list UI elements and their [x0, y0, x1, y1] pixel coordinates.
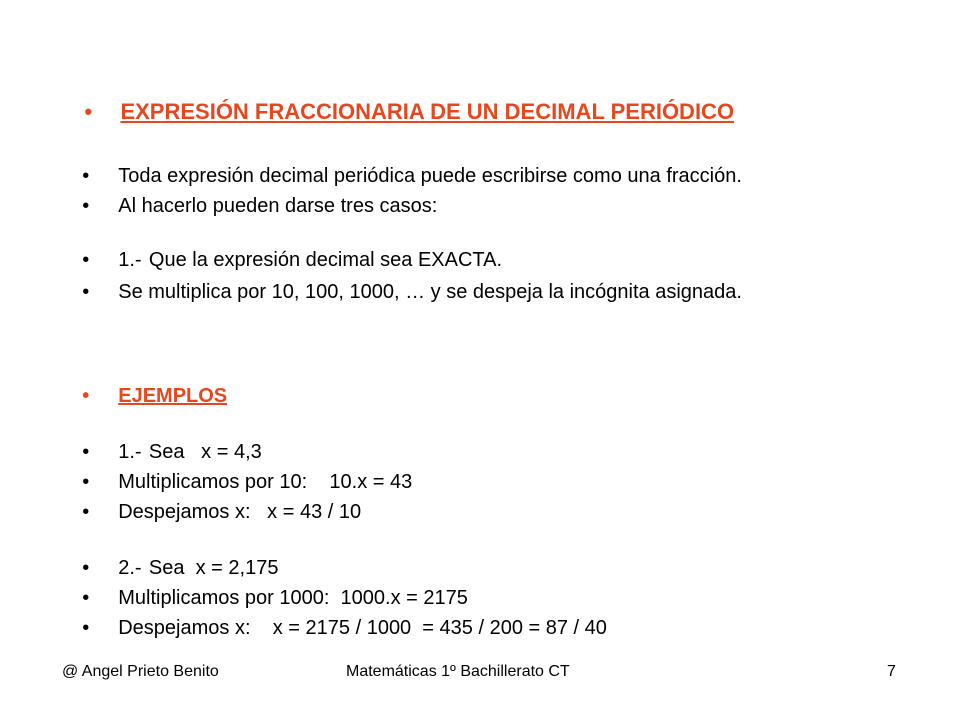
slide-title: EXPRESIÓN FRACCIONARIA DE UN DECIMAL PERIÓDICO	[120, 99, 735, 124]
bullet: •	[82, 471, 90, 493]
example-line: Despejamos x: x = 43 / 10	[118, 501, 362, 523]
text-line: 1.- Que la expresión decimal sea EXACTA.	[118, 249, 503, 271]
bullet: •	[82, 385, 90, 407]
text-line-4	[60, 256, 742, 328]
bullet: •	[82, 557, 90, 579]
footer-author: @ Angel Prieto Benito	[62, 663, 219, 680]
text-line: Toda expresión decimal periódica puede escribirse como una fracción.	[118, 165, 742, 187]
examples-heading: EJEMPLOS	[118, 385, 228, 407]
bullet: •	[82, 441, 90, 463]
example-line: 1.- Sea x = 4,3	[118, 441, 262, 463]
bullet: •	[82, 617, 90, 639]
example-line: 2.- Sea x = 2,175	[118, 557, 279, 579]
text-line: Al hacerlo pueden darse tres casos:	[118, 195, 438, 217]
footer-course: Matemáticas 1º Bachillerato CT	[346, 663, 570, 680]
example-line: Multiplicamos por 1000: 1000.x = 2175	[118, 587, 468, 609]
bullet: •	[82, 249, 90, 271]
bullet: •	[82, 195, 90, 217]
example-line: Multiplicamos por 10: 10.x = 43	[118, 471, 413, 493]
example2-line-3	[60, 592, 607, 664]
text-line: Se multiplica por 10, 100, 1000, … y se despeja la incógnita asignada.	[118, 281, 742, 303]
slide-title-line	[60, 76, 734, 148]
bullet: •	[82, 165, 90, 187]
footer-page-number: 7	[887, 663, 896, 680]
bullet: •	[82, 281, 90, 303]
bullet: •	[82, 587, 90, 609]
bullet: •	[84, 99, 93, 124]
bullet: •	[82, 501, 90, 523]
example-line: Despejamos x: x = 2175 / 1000 = 435 / 200 = 87 / 40	[118, 617, 607, 639]
